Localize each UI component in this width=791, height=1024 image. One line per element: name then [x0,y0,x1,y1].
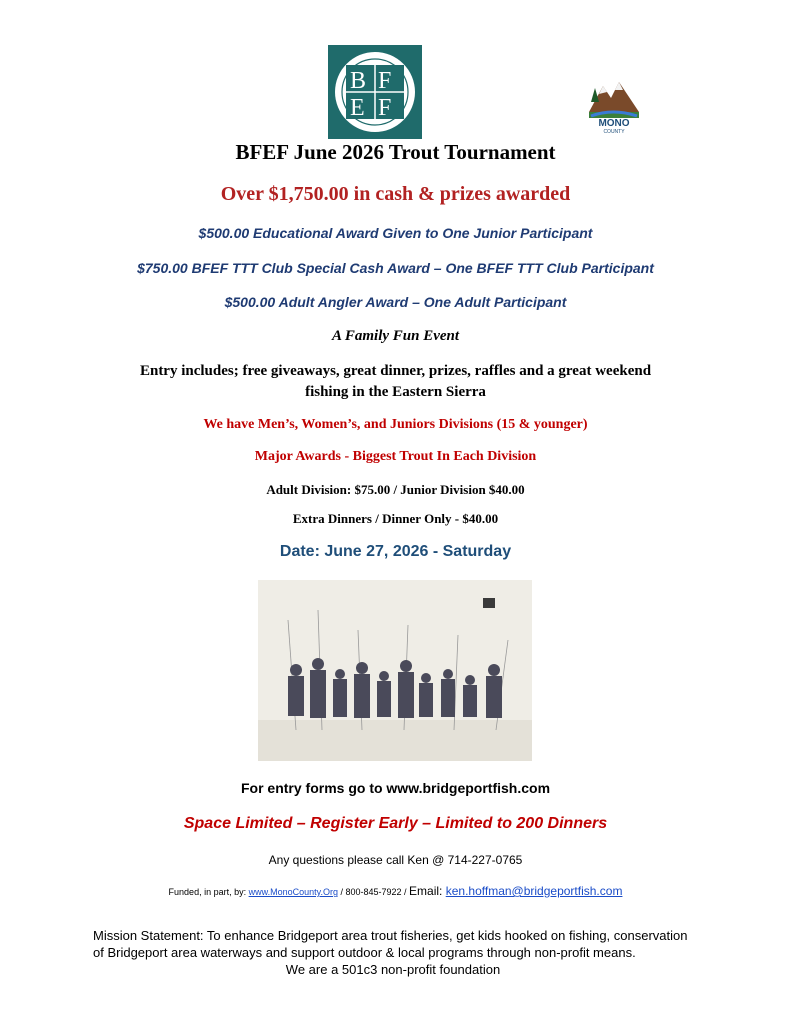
svg-text:F: F [378,95,392,121]
event-date: Date: June 27, 2026 - Saturday [279,543,512,560]
funded-line [0,884,791,898]
bfef-logo [328,45,422,139]
page-title: BFEF June 2026 Trout Tournament [235,140,556,164]
mono-logo-subtext: COUNTY [603,129,625,135]
divisions: We have Men’s, Women’s, and Juniors Divisions (15 & younger) [203,417,588,432]
entry-includes [100,361,691,403]
svg-text:B: B [350,68,367,94]
mission-line-2: of Bridgeport area waterways and support outdoor & local programs through non-profit means. [93,945,636,960]
extra-dinners: Extra Dinners / Dinner Only - $40.00 [292,511,499,526]
funded-phone: / 800-845-7922 / [337,887,410,897]
svg-text:E: E [350,95,365,121]
major-awards: Major Awards - Biggest Trout In Each Division [254,449,537,464]
space-limited: Space Limited – Register Early – Limited to 200 Dinners [183,815,608,832]
mono-county-logo [585,72,643,138]
entry-forms-link: For entry forms go to www.bridgeportfish.com [240,780,551,796]
entry-line-1: Entry includes; free giveaways, great dinner, prizes, raffles and a great weekend [139,363,652,379]
questions-contact: Any questions please call Ken @ 714-227-0765 [268,853,523,867]
group-photo [258,580,532,761]
mission-line-1: Mission Statement: To enhance Bridgeport area trout fisheries, get kids hooked on fishing, conservation [93,928,688,943]
funded-prefix: Funded, in part, by: [168,887,249,897]
svg-text:F: F [378,68,392,94]
award-educational: $500.00 Educational Award Given to One Junior Participant [198,225,593,241]
email-label: Email: [409,884,446,898]
mono-county-link[interactable]: www.MonoCounty.Org [248,887,338,897]
entry-fees: Adult Division: $75.00 / Junior Division $40.00 [266,482,525,497]
entry-line-2: fishing in the Eastern Sierra [305,384,486,400]
email-link[interactable]: ken.hoffman@bridgeportfish.com [445,884,623,898]
mission-line-3: We are a 501c3 non-profit foundation [285,962,501,977]
award-club: $750.00 BFEF TTT Club Special Cash Award – One BFEF TTT Club Participant [137,260,654,276]
mission-statement [93,927,713,978]
family-event: A Family Fun Event [331,328,460,344]
mono-logo-text: MONO [598,118,630,129]
prizes-subtitle: Over $1,750.00 in cash & prizes awarded [220,183,571,205]
award-adult: $500.00 Adult Angler Award – One Adult Participant [224,294,567,310]
